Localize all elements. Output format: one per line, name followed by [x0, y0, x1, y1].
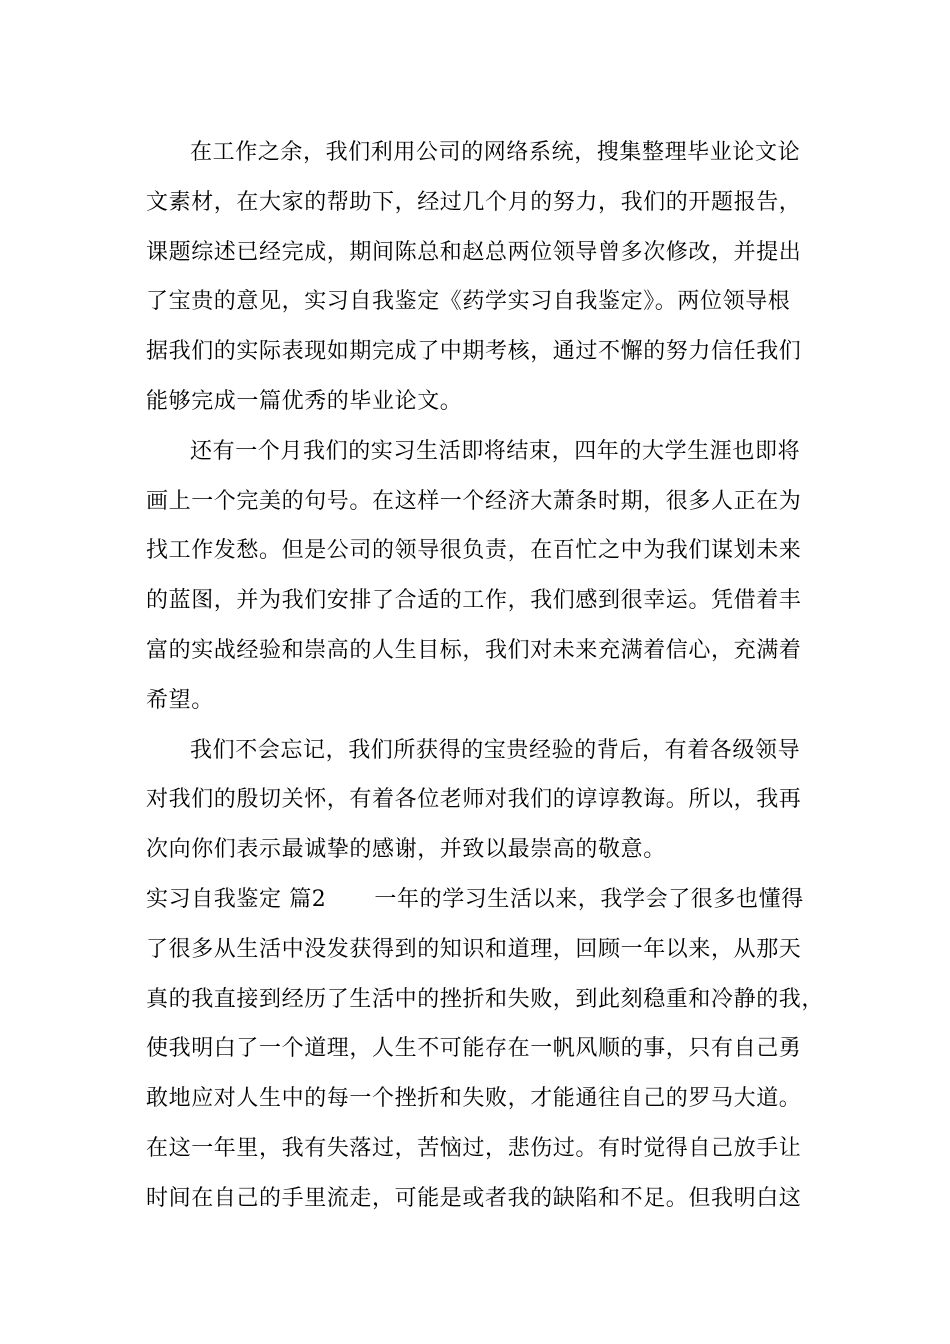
document-body: [146, 128, 846, 1224]
paragraph-line: 次向你们表示最诚挚的感谢，并致以最崇高的敬意。: [146, 837, 666, 863]
section-heading: 实习自我鉴定 篇2: [146, 886, 327, 912]
paragraph-line: 能够完成一篇优秀的毕业论文。: [146, 388, 463, 414]
paragraph-line: 文素材，在大家的帮助下，经过几个月的努力，我们的开题报告，: [146, 189, 802, 215]
paragraph-line: 对我们的殷切关怀，有着各位老师对我们的谆谆教诲。所以，我再: [146, 787, 802, 813]
paragraph-line: 富的实战经验和崇高的人生目标，我们对未来充满着信心，充满着: [146, 637, 802, 663]
section-first-line: 一年的学习生活以来，我学会了很多也懂得: [374, 886, 804, 912]
paragraph-line: 据我们的实际表现如期完成了中期考核，通过不懈的努力信任我们: [146, 339, 802, 365]
paragraph-line: 画上一个完美的句号。在这样一个经济大萧条时期，很多人正在为: [146, 488, 802, 514]
section-heading-line: [146, 875, 846, 925]
paragraph-line: 还有一个月我们的实习生活即将结束，四年的大学生涯也即将: [190, 438, 801, 464]
paragraph-line: 在工作之余，我们利用公司的网络系统，搜集整理毕业论文论: [190, 140, 801, 165]
paragraph-line: 在这一年里，我有失落过，苦恼过，悲伤过。有时觉得自己放手让: [146, 1135, 802, 1161]
paragraph-line: 了宝贵的意见，实习自我鉴定《药学实习自我鉴定》。两位领导根: [146, 289, 791, 315]
paragraph-line: 找工作发愁。但是公司的领导很负责，在百忙之中为我们谋划未来: [146, 538, 802, 564]
paragraph-line: 希望。: [146, 687, 214, 713]
paragraph-line: 时间在自己的手里流走，可能是或者我的缺陷和不足。但我明白这: [146, 1185, 802, 1211]
paragraph-line: 真的我直接到经历了生活中的挫折和失败，到此刻稳重和冷静的我，: [146, 986, 825, 1012]
paragraph-line: 课题综述已经完成，期间陈总和赵总两位领导曾多次修改，并提出: [146, 239, 802, 265]
paragraph-line: 敢地应对人生中的每一个挫折和失败，才能通往自己的罗马大道。: [146, 1086, 802, 1112]
paragraph-line: 了很多从生活中没发获得到的知识和道理，回顾一年以来，从那天: [146, 936, 802, 962]
paragraph-line: 的蓝图，并为我们安排了合适的工作，我们感到很幸运。凭借着丰: [146, 588, 802, 614]
paragraph-line: 使我明白了一个道理，人生不可能存在一帆风顺的事，只有自己勇: [146, 1036, 802, 1062]
paragraph-line: 我们不会忘记，我们所获得的宝贵经验的背后，有着各级领导: [190, 737, 801, 763]
